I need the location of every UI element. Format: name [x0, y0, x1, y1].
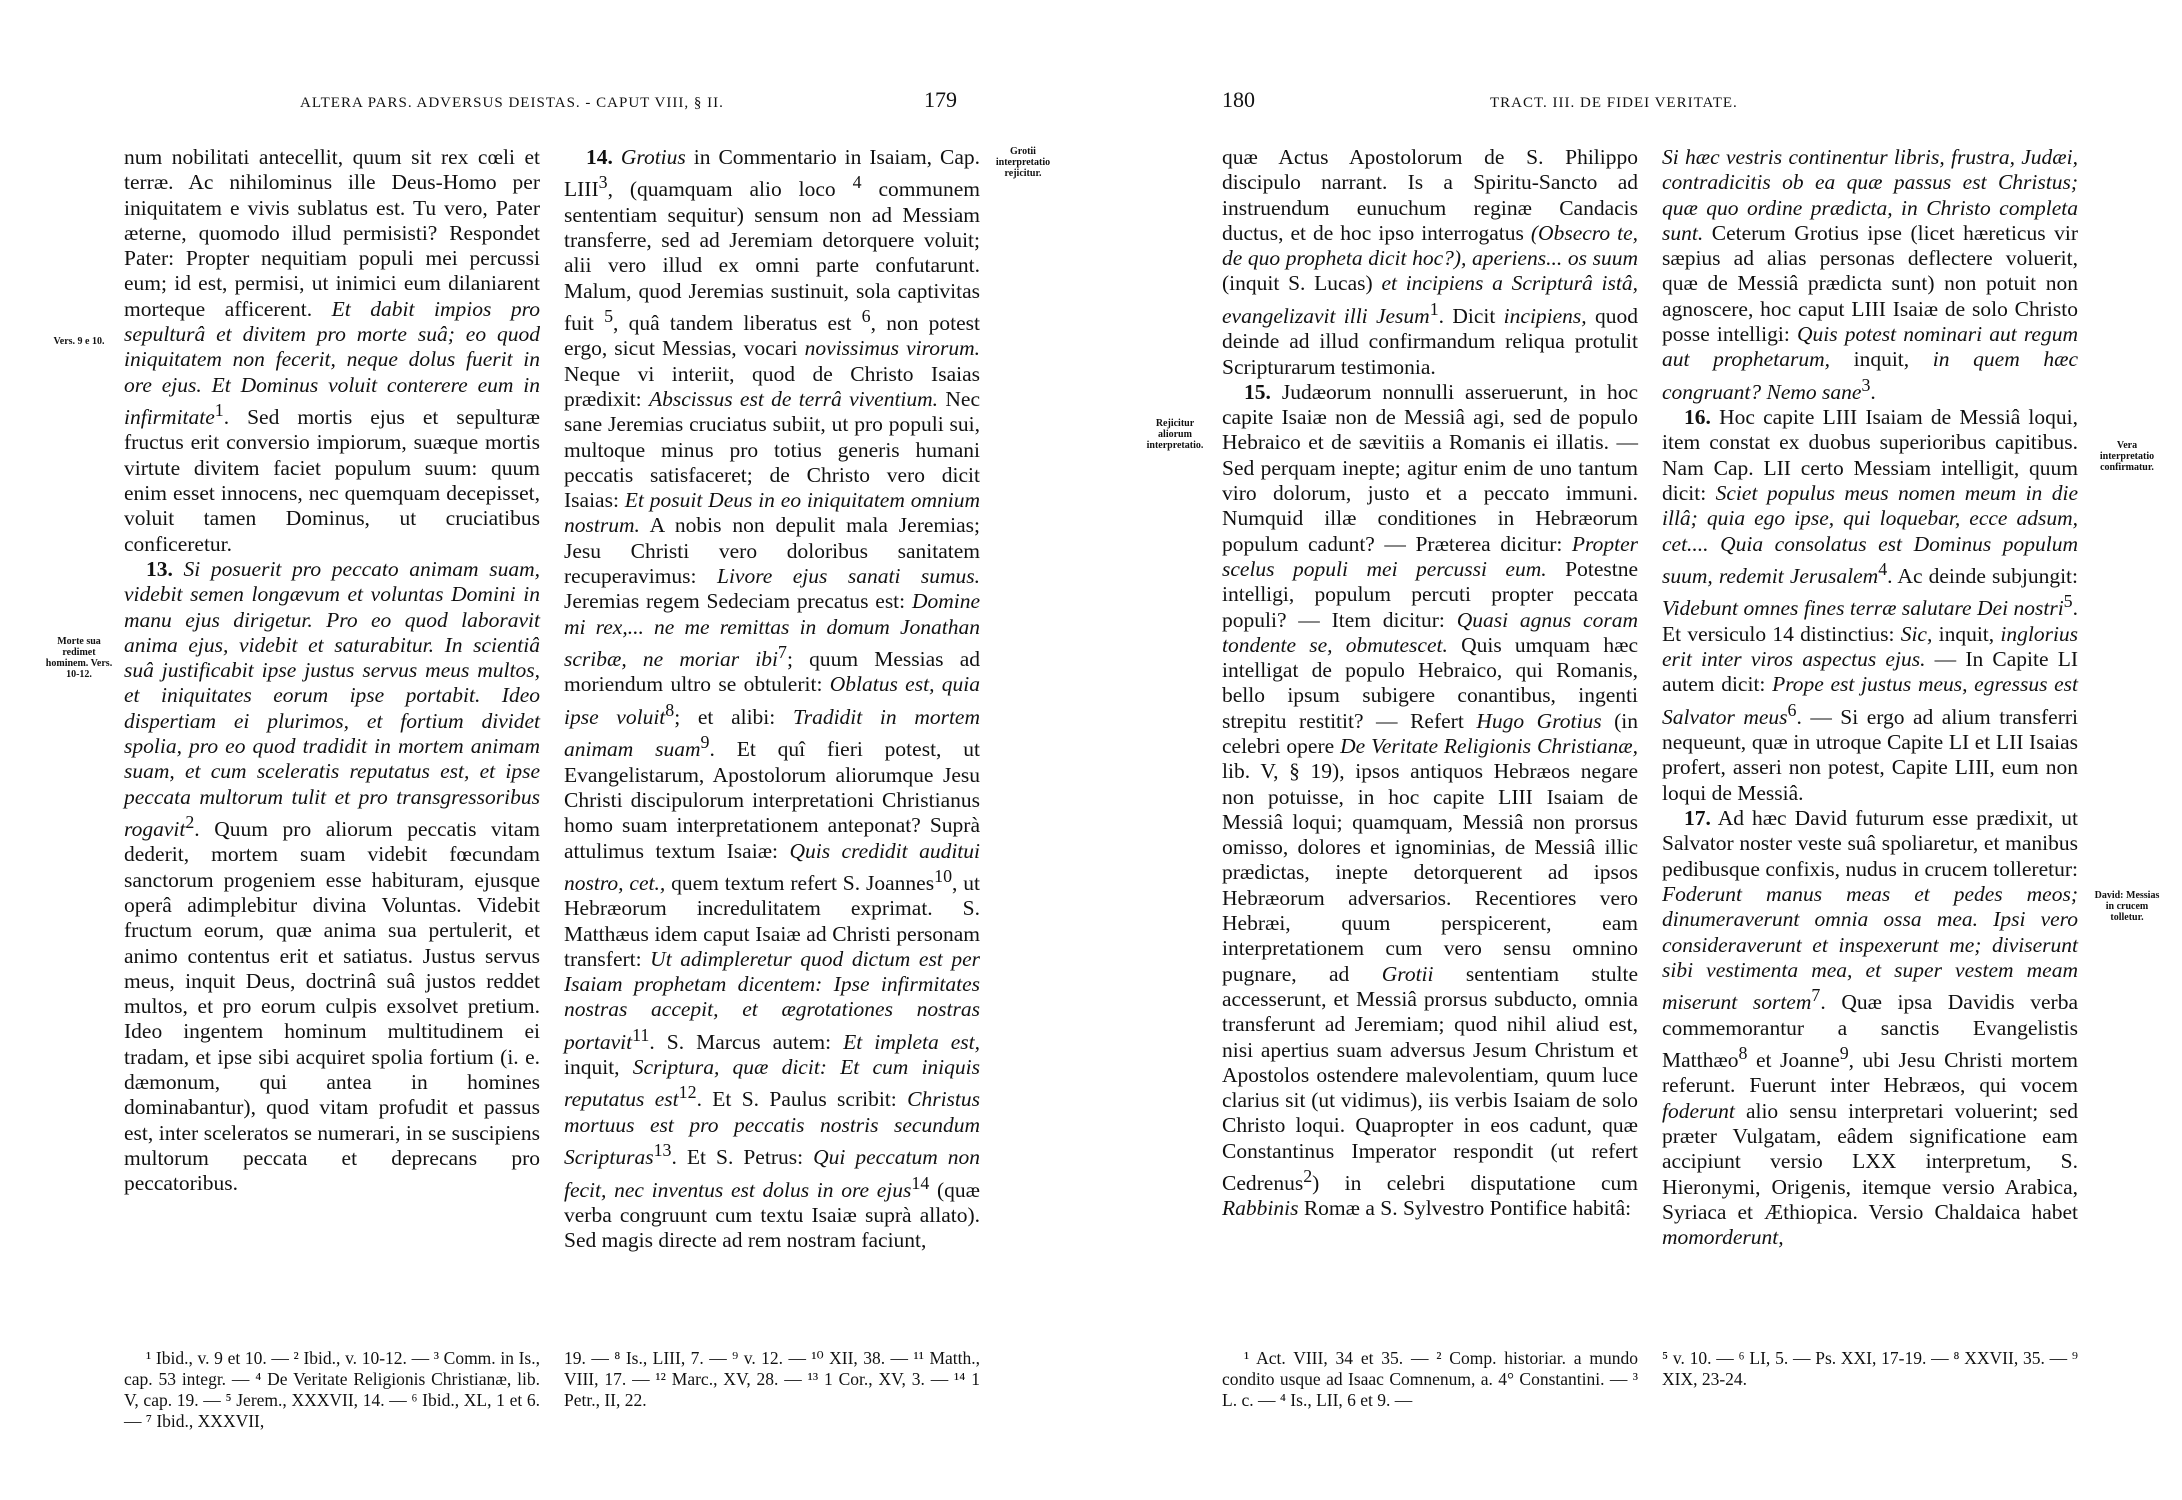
margin-note-rejicitur: Rejicitur aliorum interpretatio.: [1146, 418, 1204, 451]
left-page-number-wrap: [924, 87, 984, 125]
left-column-2: [564, 145, 980, 1254]
left-footnotes-col2: [564, 1348, 980, 1411]
right-column-2: [1662, 145, 2078, 1250]
right-page-number: 180: [1222, 87, 1255, 112]
paragraph-17: 17. Ad hæc David futurum esse prædixit, ut Salvator noster veste suâ spoliaretur, et manibus pedibusque confixis, nudus in crucem tolleretur: Foderunt manus meas et pedes meos; dinumeraverunt omnia ossa mea. Ipsi vero consideraverunt et inspexerunt me; diviserunt sibi vestimenta mea, et super vestem meam miserunt sortem$^7$. Quæ ipsa Davidis verba commemorantur a sanctis Evangelistis Matthæo$^8$ et Joanne$^9$, ubi Jesu Christi mortem referunt. Fuerunt inter Hebræos, qui vocem foderunt alio sensu interpretari voluerint; sed præter Vulgatam, eâdem significatione eam accipiunt versio LXX interpretum, S. Hieronymi, Origenis, itemque versio Arabica, Syriaca et Æthiopica. Versio Chaldaica habet momorderunt,: [1662, 806, 2079, 1250]
margin-note-morte-sua: Morte sua redimet hominem. Vers. 10-12.: [45, 636, 113, 680]
footnote-text: 19. — ⁸ Is., LIII, 7. — ⁹ v. 12. — ¹⁰ XII, 38. — ¹¹ Matth., VIII, 17. — ¹² Marc., XV, 28. — ¹³ 1 Cor., XV, 3. — ¹⁴ 1 Petr., II, 22.: [564, 1348, 980, 1410]
paragraph-14: 14. Grotius in Commentario in Isaiam, Cap. LIII$^3$, (quamquam alio loco $^4$ communem sententiam sequitur) sensum non ad Messiam transferre, sed ad Jeremiam detorquere voluit; alii vero illud ex omni parte confutarunt. Malum, quod Jeremias sustinuit, sola captivitas fuit $^5$, quâ tandem liberatus est $^6$, non potest ergo, sicut Messias, vocari novissimus virorum. Neque vi interiit, quod de Christo Isaias prædixit: Abscissus est de terrâ viventium. Nec sane Jeremias cruciatus subiit, ut pro populi sui, multoque minus pro totius generis humani peccatis satisfaceret; de Christo vero dicit Isaias: Et posuit Deus in eo iniquitatem omnium nostrum. A nobis non depulit mala Jeremias; Jesu Christi vero doloribus sanitatem recuperavimus: Livore ejus sanati sumus. Jeremias regem Sedeciam precatus est: Domine mi rex,... ne me remittas in domum Jonathan scribæ, ne moriar ibi$^7$; quum Messias ad moriendum ultro se obtulerit: Oblatus est, quia ipse voluit$^8$; et alibi: Tradidit in mortem animam suam$^9$. Et quî fieri potest, ut Evangelistarum, Apostolorum aliorumque Jesu Christi discipulorum interpretationi Christianus homo suam interpretationem anteponat? Suprà attulimus textum Isaiæ: Quis credidit auditui nostro, cet., quem textum refert S. Joannes$^{10}$, ut Hebræorum incredulitatem exprimat. S. Matthæus idem caput Isaiæ ad Christi personam transfert: Ut adimpleretur quod dictum est per Isaiam prophetam dicentem: Ipse infirmitates nostras accepit, et ægrotationes nostras portavit$^{11}$. S. Marcus autem: Et impleta est, inquit, Scriptura, quæ dicit: Et cum iniquis reputatus est$^{12}$. Et S. Paulus scribit: Christus mortuus est pro peccatis nostris secundum Scripturas$^{13}$. Et S. Petrus: Qui peccatum non fecit, nec inventus est dolus in ore ejus$^{14}$ (quæ verba congruunt cum textu Isaiæ suprà allato). Sed magis directe ad rem nostram faciunt,: [564, 145, 981, 1253]
paragraph-13: 13. Si posuerit pro peccato animam suam, videbit semen longævum et voluntas Domini in manu ejus dirigetur. Pro eo quod laboravit anima ejus, videbit et saturabitur. In scientiâ suâ justificabit ipse justus servus meus multos, et iniquitates eorum ipse portabit. Ideo dispertiam ei plurimos, et fortium dividet spolia, pro eo quod tradidit in mortem animam suam, et cum sceleratis reputatus est, et ipse peccata multorum tulit et pro transgressoribus rogavit$^2$. Quum pro aliorum peccatis vitam dederit, mortem suam videbit fœcundam sanctorum progeniem esse habituram, ejusque operâ adimplebitur divina Voluntas. Videbit fructum eorum, quæ anima sua pertulerit, et animo contentus erit et satiatus. Justus servus meus, inquit Deus, doctrinâ suâ justos reddet multos, et pro eorum culpis exsolvet pretium. Ideo ingentem hominum multitudinem ei tradam, et ipse sibi acquiret spolia fortium (i. e. dæmonum, qui antea in homines dominabantur), quod vitam profudit et passus est, inter sceleratos se numerari, in se suscipiens multorum peccata et deprecans pro peccatoribus.: [124, 556, 541, 1196]
right-running-head-text: TRACT. III. DE FIDEI VERITATE.: [1490, 95, 1738, 111]
left-running-head-text: ALTERA PARS. ADVERSUS DEISTAS. - CAPUT VIII, § II.: [300, 95, 724, 111]
paragraph-15: 15. Judæorum nonnulli asseruerunt, in hoc capite Isaiæ non de Messiâ agi, sed de populo Hebraico et de sævitiis a Romanis ei illatis. — Sed perquam inepte; agitur enim de uno tantum viro dolorum, justo et a peccato immuni. Numquid illæ conditiones in Hebræorum populum cadunt? — Præterea dicitur: Propter scelus populi mei percussi eum. Potestne intelligi, populum percuti propter peccata populi? — Item dicitur: Quasi agnus coram tondente se, obmutescet. Quis umquam hæc intelligat de populo Hebraico, qui Romanis, bello ipsum subigere conantibus, ingenti strepitu restitit? — Refert Hugo Grotius (in celebri opere De Veritate Religionis Christianæ, lib. V, § 19), ipsos antiquos Hebræos negare non potuisse, in hoc capite LIII Isaiam de Messiâ loqui; quamquam, Messiâ non prorsus omisso, dolores et ignominias, de Messiâ illic prædictas, inepte detorquerent ad ipsos Hebræorum adversarios. Recentiores vero Hebræi, quum perspicerent, eam interpretationem cum vero sensu omnino pugnare, ad Grotii sententiam stulte accesserunt, et Messiâ prorsus subducto, omnia transferunt ad Jeremiam; quod nihil aliud est, nisi apertius suam adversus Jesum Christum et Apostolos ostendere malevolentiam, quum luce clarius sit (ut vidimus), iis verbis Isaiam de solo Christo loqui. Quapropter in eos cadunt, quæ Constantinus Imperator respondit (ut refert Cedrenus$^2$) in celebri disputatione cum Rabbinis Romæ a S. Sylvestro Pontifice habitâ:: [1222, 379, 1639, 1221]
right-column-1: [1222, 145, 1638, 1222]
left-column-1: [124, 145, 540, 1196]
paragraph: quæ Actus Apostolorum de S. Philippo discipulo narrant. Is a Spiritu-Sancto ad instruendum eunuchum reginæ Candacis ductus, et de hoc ipso interrogatus (Obsecro te, de quo propheta dicit hoc?), aperiens... os suum (inquit S. Lucas) et incipiens a Scripturâ istâ, evangelizavit illi Jesum$^1$. Dicit incipiens, quod deinde ad illud confirmandum reliqua protulit Scripturarum testimonia.: [1222, 145, 1638, 379]
margin-note-vers-9-10: Vers. 9 e 10.: [53, 336, 105, 347]
paragraph: Si hæc vestris continentur libris, frustra, Judæi, contradicitis ob ea quæ passus est Christus; quæ quo ordine prædicta, in Christo completa sunt. Ceterum Grotius ipse (licet hæreticus vir sæpius ad alias personas deflectere voluerit, quæ de Messiâ prædicta sunt) non potuit non agnoscere, hoc caput LIII Isaiæ de solo Christo posse intelligi: Quis potest nominari aut regum aut prophetarum, inquit, in quem hæc congruant? Nemo sane$^3$.: [1662, 145, 2078, 404]
margin-note-grotii: Grotii interpretatio rejicitur.: [995, 146, 1051, 179]
footnote-text: ⁵ v. 10. — ⁶ LI, 5. — Ps. XXI, 17-19. — ⁸ XXVII, 35. — ⁹ XIX, 23-24.: [1662, 1348, 2078, 1389]
footnote-text: ¹ Act. VIII, 34 et 35. — ² Comp. historiar. a mundo condito usque ad Isaac Comnenum, a. 4° Constantini. — ³ L. c. — ⁴ Is., LII, 6 et 9. —: [1222, 1348, 1638, 1410]
left-footnotes-col1: [124, 1348, 540, 1432]
right-page-number-wrap: [1222, 87, 1282, 125]
footnote-text: ¹ Ibid., v. 9 et 10. — ² Ibid., v. 10-12. — ³ Comm. in Is., cap. 53 integr. — ⁴ De Veritate Religionis Christianæ, lib. V, cap. 19. — ⁵ Jerem., XXXVII, 14. — ⁶ Ibid., XL, 1 et 6. — ⁷ Ibid., XXXVII,: [124, 1348, 540, 1431]
right-footnotes-col2: [1662, 1348, 2078, 1390]
paragraph: num nobilitati antecellit, quum sit rex cœli et terræ. Ac nihilominus ille Deus-Homo per iniquitatem e vivis sublatus est. Tu vero, Pater æterne, quomodo illud permisisti? Respondet Pater: Propter nequitiam populi mei percussi eum; id est, permisi, ut inimici eum dilaniarent morteque afficerent. Et dabit impios pro sepulturâ et divitem pro morte suâ; eo quod iniquitatem non fecerit, neque dolus fuerit in ore ejus. Et Dominus voluit conterere eum in infirmitate$^1$. Sed mortis ejus et sepulturæ fructus erit conversio impiorum, suæque mortis virtute divitem faciet populum suum: quum enim esset innocens, nec quemquam decepisset, voluit tamen Dominus, ut cruciatibus conficeretur.: [124, 145, 541, 556]
margin-note-vera: Vera interpretatio confirmatur.: [2099, 440, 2155, 473]
margin-note-david: David: Messias in crucem tolletur.: [2094, 890, 2160, 923]
left-page-number: 179: [924, 87, 957, 112]
left-running-head: [300, 95, 1000, 125]
right-running-head: [1490, 95, 1990, 125]
paragraph-16: 16. Hoc capite LIII Isaiam de Messiâ loqui, item constat ex duobus superioribus capitibus. Nam Cap. LII certo Messiam intelligit, quum dicit: Sciet populus meus nomen meum in die illâ; quia ego ipse, qui loquebar, ecce adsum, cet.... Quia consolatus est Dominus populum suum, redemit Jerusalem$^4$. Ac deinde subjungit: Videbunt omnes fines terræ salutare Dei nostri$^5$. Et versiculo 14 distinctius: Sic, inquit, inglorius erit inter viros aspectus ejus. — In Capite LI autem dicit: Prope est justus meus, egressus est Salvator meus$^6$. — Si ergo ad alium transferri nequeunt, quæ in utroque Capite LI et LII Isaias profert, asseri non potest, Capite LIII, eum non loqui de Messiâ.: [1662, 405, 2079, 805]
right-footnotes-col1: [1222, 1348, 1638, 1411]
